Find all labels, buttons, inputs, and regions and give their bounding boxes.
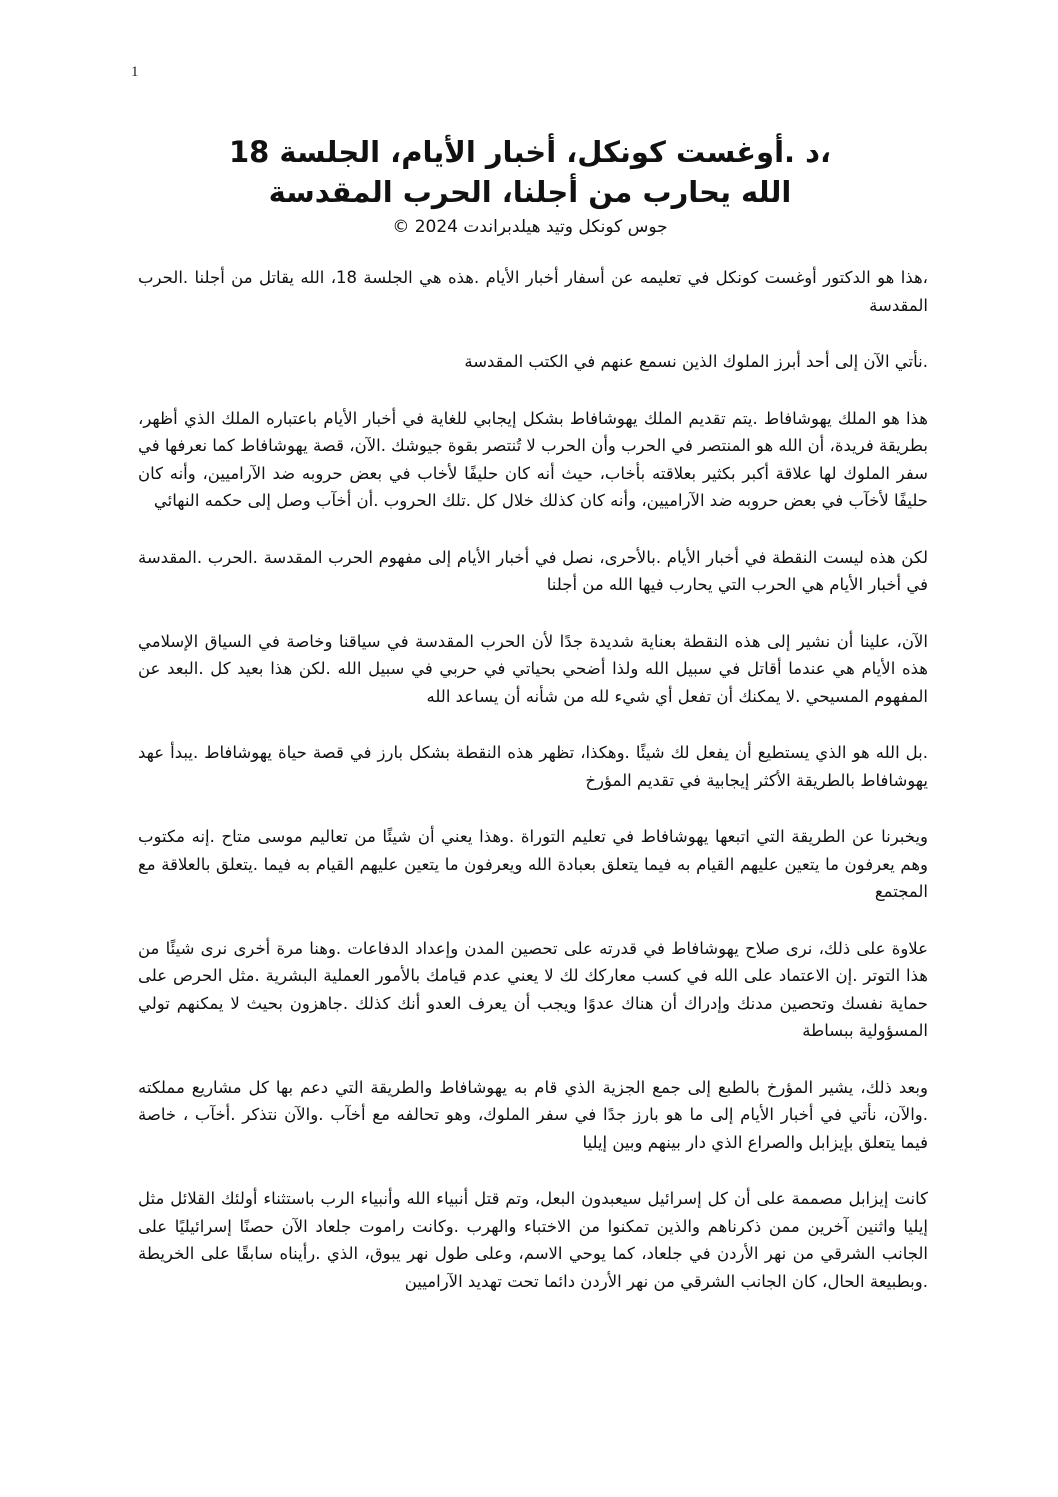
- paragraph-holy-war: لكن هذه ليست النقطة في أخبار الأيام .بالأحرى، نصل في أخبار الأيام إلى مفهوم الحرب المقدسة .الحرب .المقدسة في أخبار الأيام هي الحرب التي يحارب فيها الله من أجلنا: [138, 547, 928, 594]
- document-body: [138, 264, 928, 1324]
- paragraph-kings: .نأتي الآن إلى أحد أبرز الملوك الذين نسمع عنهم في الكتب المقدسة: [464, 352, 928, 371]
- paragraph-context: الآن، علينا أن نشير إلى هذه النقطة بعناية شديدة جدًا لأن الحرب المقدسة في سياقنا وخاصة في السياق الإسلامي هذه الأيام هي عندما أقاتل في سبيل الله ولذا أضحي بحياتي في حربي في سبيل الله .لكن هذا بعيد كل .البعد عن المفهوم المسيحي .لا يمكنك أن تفعل أي شيء لله من شأنه أن يساعد الله: [138, 631, 928, 706]
- paragraph-god-acts: .بل الله هو الذي يستطيع أن يفعل لك شيئًا .وهكذا، تظهر هذه النقطة بشكل بارز في قصة حياة يهوشافاط .يبدأ عهد يهوشافاط بالطريقة الأكثر إيجابية في تقديم المؤرخ: [138, 743, 928, 790]
- paragraph-jezebel: كانت إيزابل مصممة على أن كل إسرائيل سيعبدون البعل، وتم قتل أنبياء الله وأنبياء الرب باستثناء أولئك القلائل مثل إيليا واثنين آخرين ممن ذكرناهم والذين تمكنوا من الاختباء والهرب .وكانت راموت جلعاد الآن حصنًا إسرائيليًا على الجانب الشرقي من نهر الأردن في جلعاد، كما يوحي الاسم، وعلى طول نهر يبوق، الذي .رأيناه سابقًا على الخريطة .وبطبيعة الحال، كان الجانب الشرقي من نهر الأردن دائما تحت تهديد الآراميين: [138, 1189, 928, 1291]
- paragraph-fortification: علاوة على ذلك، نرى صلاح يهوشافاط في قدرته على تحصين المدن وإعداد الدفاعات .وهنا مرة أخرى نرى شيئًا من هذا التوتر .إن الاعتماد على الله في كسب معاركك لك لا يعني عدم قيامك بالأمور العملية البشرية .مثل الحرص على حماية نفسك وتحصين مدنك وإدراك أن هناك عدوًا ويجب أن يعرف العدو أنك كذلك .جاهزون بحيث لا يمكنهم تولي المسؤولية ببساطة: [138, 938, 928, 1040]
- document-title-line-2: الله يحارب من أجلنا، الحرب المقدسة: [268, 175, 792, 209]
- paragraph-torah: ويخبرنا عن الطريقة التي اتبعها يهوشافاط في تعليم التوراة .وهذا يعني أن شيئًا من تعاليم موسى متاح .إنه مكتوب وهم يعرفون ما يتعين عليهم القيام به فيما يتعلق بعبادة الله ويعرفون ما يتعين عليهم القيام به فيما .يتعلق بالعلاقة مع المجتمع: [138, 827, 928, 901]
- paragraph-tribute: وبعد ذلك، يشير المؤرخ بالطبع إلى جمع الجزية الذي قام به يهوشافاط والطريقة التي دعم بها كل مشاريع مملكته .والآن، نأتي في أخبار الأيام إلى ما هو بارز جدًا في سفر الملوك، وهو تحالفه مع أخآب .والآن نتذكر .أخآب ، خاصة فيما يتعلق بإيزابل والصراع الذي دار بينهم وبين إيليا: [138, 1077, 928, 1152]
- page-number: 1: [131, 64, 139, 80]
- paragraph-jehoshaphat: هذا هو الملك يهوشافاط .يتم تقديم الملك يهوشافاط بشكل إيجابي للغاية في أخبار الأيام باعتباره الملك الذي أظهر، بطريقة فريدة، أن الله هو المنتصر في الحرب وأن الحرب لا تُنتصر بقوة جيوشك .الآن، قصة يهوشافاط كما نعرفها في سفر الملوك لها علاقة أكبر بكثير بعلاقته بأخاب، حيث أنه كان حليفًا لأخاب في بعض حروبه ضد الآراميين، وأنه كان حليفًا لأخآب في بعض حروبه ضد الآراميين، وأنه كان كذلك خلال كل .تلك الحروب .أن أخآب وصل إلى حكمه النهائي: [138, 408, 928, 510]
- document-title-line-1: ،د .أوغست كونكل، أخبار الأيام، الجلسة 18: [228, 135, 832, 169]
- document-header: [140, 132, 920, 240]
- copyright-notice: جوس كونكل وتيد هيلدبراندت 2024 ©: [392, 217, 668, 237]
- paragraph-intro: ،هذا هو الدكتور أوغست كونكل في تعليمه عن أسفار أخبار الأيام .هذه هي الجلسة 18، الله يقاتل من أجلنا .الحرب المقدسة: [138, 268, 929, 315]
